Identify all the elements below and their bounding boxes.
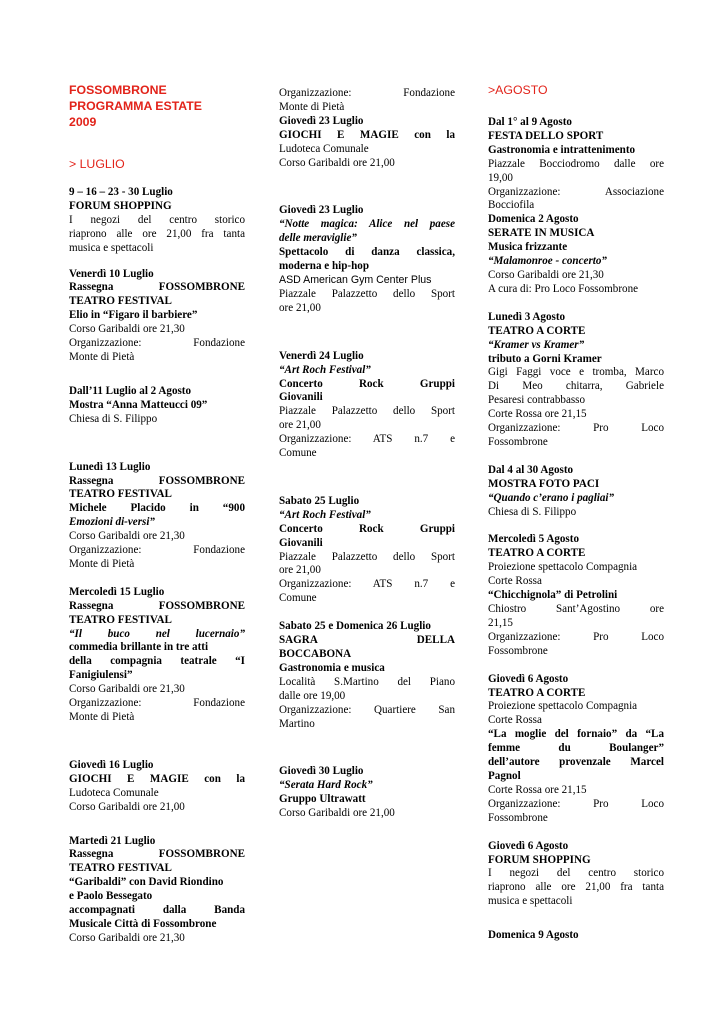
event-line: Comune bbox=[279, 592, 317, 605]
event-line: Giovedì 23 Luglio bbox=[279, 204, 364, 217]
event-line: Martedì 21 Luglio bbox=[69, 834, 156, 847]
event-line: Corso Garibaldi ore 21,30 bbox=[69, 323, 185, 336]
event-line: riaprono alle ore 21,00 fra tanta bbox=[488, 881, 664, 894]
event-line: “Kramer vs Kramer” bbox=[488, 338, 585, 351]
event-line: Chiostro Sant’Agostino ore bbox=[488, 603, 664, 615]
event-line: Corso Garibaldi ore 21,30 bbox=[488, 268, 604, 281]
event-line: FORUM SHOPPING bbox=[69, 199, 172, 212]
event-line: “Art Roch Festival” bbox=[279, 363, 371, 376]
event-line: “Serata Hard Rock” bbox=[279, 779, 373, 792]
event-line: “Notte magica: Alice nel paese bbox=[279, 218, 455, 231]
event-line: “Chicchignola” di Petrolini bbox=[488, 589, 618, 602]
event-line: Monte di Pietà bbox=[279, 100, 345, 113]
event-line: GIOCHI E MAGIE con la bbox=[279, 128, 455, 141]
event-line: Dal 1° al 9 Agosto bbox=[488, 116, 572, 128]
event-line: Organizzazione: Fondazione bbox=[69, 544, 245, 557]
event-line: Proiezione spettacolo Compagnia bbox=[488, 561, 638, 574]
event-line: “Malamonroe - concerto” bbox=[488, 255, 607, 268]
event-line: Di Meo chitarra, Gabriele bbox=[488, 380, 664, 393]
event-line: femme du Boulanger” bbox=[488, 742, 664, 755]
event-line: Rassegna FOSSOMBRONE bbox=[69, 599, 245, 612]
event-line: Giovedì 30 Luglio bbox=[279, 765, 364, 778]
event-line: Domenica 9 Agosto bbox=[488, 929, 579, 942]
event-line: Pesaresi contrabbasso bbox=[488, 394, 586, 407]
event-line: Gruppo Ultrawatt bbox=[279, 793, 366, 806]
event-line: FORUM SHOPPING bbox=[488, 853, 591, 866]
section-heading-agosto: >AGOSTO bbox=[488, 83, 548, 97]
event-line: Corso Garibaldi ore 21,00 bbox=[279, 807, 395, 820]
event-line: Monte di Pietà bbox=[69, 350, 135, 363]
event-line: Corso Garibaldi ore 21,00 bbox=[279, 156, 395, 169]
event-line: Mostra “Anna Matteucci 09” bbox=[69, 398, 208, 411]
event-line: Chiesa di S. Filippo bbox=[69, 412, 158, 425]
program-title bbox=[69, 82, 245, 130]
event-line: Michele Placido in “900 bbox=[69, 502, 245, 515]
event-block bbox=[488, 464, 664, 520]
event-block bbox=[488, 840, 664, 910]
event-line: Sabato 25 Luglio bbox=[279, 494, 360, 507]
event-line: Piazzale Bocciodromo dalle ore bbox=[488, 157, 664, 170]
event-line: Rassegna FOSSOMBRONE bbox=[69, 848, 245, 861]
event-line: GIOCHI E MAGIE con la bbox=[69, 772, 245, 785]
event-line: dell’autore provenzale Marcel bbox=[488, 756, 664, 769]
event-line: riaprono alle ore 21,00 fra tanta bbox=[69, 227, 245, 240]
event-line: musica e spettacoli bbox=[488, 895, 573, 908]
event-line: Corso Garibaldi ore 21,00 bbox=[69, 800, 185, 813]
event-list bbox=[69, 186, 245, 946]
event-line: 19,00 bbox=[488, 171, 513, 184]
event-line: Gastronomia e musica bbox=[279, 661, 385, 674]
event-line: BOCCABONA bbox=[279, 648, 352, 660]
event-line: Giovedì 23 Luglio bbox=[279, 114, 364, 127]
event-line: 9 – 16 – 23 - 30 Luglio bbox=[69, 186, 173, 198]
event-line: Piazzale Palazzetto dello Sport bbox=[279, 405, 455, 418]
event-line: Sabato 25 e Domenica 26 Luglio bbox=[279, 620, 431, 633]
event-line: Organizzazione: ATS n.7 e bbox=[279, 578, 455, 591]
event-line: TEATRO FESTIVAL bbox=[69, 862, 172, 875]
event-line: Bocciofila bbox=[488, 199, 535, 212]
column-right bbox=[488, 82, 664, 943]
event-line: Giovanili bbox=[279, 536, 323, 549]
event-line: FESTA DELLO SPORT bbox=[488, 129, 604, 142]
event-block bbox=[69, 385, 245, 427]
event-line: TEATRO FESTIVAL bbox=[69, 295, 172, 308]
event-line: accompagnati dalla Banda bbox=[69, 904, 245, 917]
event-line: Organizzazione: Associazione bbox=[488, 185, 664, 198]
event-line: Corso Garibaldi ore 21,30 bbox=[69, 931, 185, 944]
event-line: Rassegna FOSSOMBRONE bbox=[69, 474, 245, 487]
event-line: Martino bbox=[279, 717, 315, 730]
event-line: “Il buco nel lucernaio” bbox=[69, 627, 245, 640]
event-line: Corte Rossa bbox=[488, 714, 542, 727]
event-block bbox=[69, 759, 245, 815]
event-line: Rassegna FOSSOMBRONE bbox=[69, 281, 245, 294]
event-line: e Paolo Bessegato bbox=[69, 890, 153, 903]
event-block bbox=[279, 350, 455, 461]
event-line: tributo a Gorni Kramer bbox=[488, 352, 602, 365]
event-line: “Garibaldi” con David Riondino bbox=[69, 876, 224, 889]
event-line: I negozi del centro storico bbox=[69, 213, 245, 226]
event-block bbox=[279, 765, 455, 821]
event-line: Ludoteca Comunale bbox=[69, 786, 159, 799]
title-line: PROGRAMMA ESTATE bbox=[69, 99, 202, 113]
event-list bbox=[279, 87, 455, 821]
event-line: Monte di Pietà bbox=[69, 557, 135, 570]
event-line: “Quando c’erano i pagliai” bbox=[488, 491, 615, 504]
event-line: TEATRO A CORTE bbox=[488, 686, 586, 699]
event-line: Località S.Martino del Piano bbox=[279, 675, 455, 688]
event-line: Dal 4 al 30 Agosto bbox=[488, 463, 574, 476]
event-line: Mercoledì 15 Luglio bbox=[69, 585, 165, 598]
event-line: TEATRO A CORTE bbox=[488, 547, 586, 560]
event-list bbox=[488, 116, 664, 943]
event-line: Piazzale Palazzetto dello Sport bbox=[279, 550, 455, 563]
event-line: moderna e hip-hop bbox=[279, 260, 369, 273]
event-line: Ludoteca Comunale bbox=[279, 142, 369, 155]
event-line: Mercoledì 5 Agosto bbox=[488, 533, 579, 546]
event-block bbox=[69, 461, 245, 572]
event-line: SAGRA DELLA bbox=[279, 634, 455, 647]
event-line: Corte Rossa ore 21,15 bbox=[488, 408, 587, 421]
event-line: Emozioni di-versi” bbox=[69, 516, 155, 529]
event-line: musica e spettacoli bbox=[69, 241, 154, 254]
event-line: ore 21,00 bbox=[279, 301, 321, 314]
event-line: Monte di Pietà bbox=[69, 711, 135, 723]
event-line: Organizzazione: Pro Loco bbox=[488, 630, 664, 643]
event-block bbox=[279, 495, 455, 606]
event-line: Giovanili bbox=[279, 391, 323, 404]
event-line: Venerdì 10 Luglio bbox=[69, 267, 154, 280]
event-line: Gastronomia e intrattenimento bbox=[488, 143, 636, 156]
event-block bbox=[279, 204, 455, 315]
event-line: Piazzale Palazzetto dello Sport bbox=[279, 287, 455, 300]
event-line: Proiezione spettacolo Compagnia bbox=[488, 700, 638, 713]
event-line: 21,15 bbox=[488, 616, 513, 629]
event-line: Corte Rossa bbox=[488, 575, 542, 588]
event-line: Organizzazione: ATS n.7 e bbox=[279, 433, 455, 446]
event-block bbox=[488, 533, 664, 658]
event-line: Pagnol bbox=[488, 769, 521, 782]
event-block bbox=[69, 586, 245, 725]
event-line: Lunedì 13 Luglio bbox=[69, 460, 151, 473]
event-line: Venerdì 24 Luglio bbox=[279, 349, 364, 362]
event-line: Fossombrone bbox=[488, 644, 548, 657]
event-line: MOSTRA FOTO PACI bbox=[488, 477, 600, 490]
column-left bbox=[69, 82, 245, 946]
event-line: Lunedì 3 Agosto bbox=[488, 310, 566, 323]
event-line: Corte Rossa ore 21,15 bbox=[488, 783, 587, 796]
event-line: della compagnia teatrale “I bbox=[69, 655, 245, 668]
event-block bbox=[488, 116, 664, 297]
title-line: 2009 bbox=[69, 115, 97, 129]
event-line: Corso Garibaldi ore 21,30 bbox=[69, 683, 185, 696]
event-line: Comune bbox=[279, 447, 317, 460]
event-line: Concerto Rock Gruppi bbox=[279, 522, 455, 535]
event-line: SERATE IN MUSICA bbox=[488, 227, 595, 240]
event-line: TEATRO FESTIVAL bbox=[69, 613, 172, 626]
event-line: Domenica 2 Agosto bbox=[488, 213, 579, 226]
event-line: ore 21,00 bbox=[279, 564, 321, 577]
event-line: Organizzazione: Fondazione bbox=[69, 697, 245, 710]
event-line: Fanigiulensi” bbox=[69, 669, 133, 682]
event-line: Organizzazione: Fondazione bbox=[279, 87, 455, 99]
event-line: I negozi del centro storico bbox=[488, 867, 664, 880]
event-block bbox=[69, 186, 245, 256]
event-line: Organizzazione: Pro Loco bbox=[488, 797, 664, 810]
event-block bbox=[488, 929, 664, 943]
event-line: Fossombrone bbox=[488, 811, 548, 824]
event-line: Organizzazione: Fondazione bbox=[69, 337, 245, 350]
event-line: Giovedì 6 Agosto bbox=[488, 839, 569, 852]
event-line: A cura di: Pro Loco Fossombrone bbox=[488, 282, 639, 295]
event-line: delle meraviglie” bbox=[279, 232, 357, 245]
event-line: Gigi Faggi voce e tromba, Marco bbox=[488, 366, 664, 379]
event-line: “La moglie del fornaio” da “La bbox=[488, 728, 664, 741]
event-block bbox=[488, 673, 664, 826]
title-line: FOSSOMBRONE bbox=[69, 83, 167, 97]
event-line: Chiesa di S. Filippo bbox=[488, 505, 577, 518]
event-line: Elio in “Figaro il barbiere” bbox=[69, 309, 198, 322]
event-line: Concerto Rock Gruppi bbox=[279, 377, 455, 390]
event-line: Musica frizzante bbox=[488, 241, 568, 254]
event-line: Dall’11 Luglio al 2 Agosto bbox=[69, 384, 192, 397]
event-block bbox=[69, 268, 245, 365]
event-block bbox=[279, 87, 455, 170]
event-line: Fossombrone bbox=[488, 435, 548, 448]
event-line: ore 21,00 bbox=[279, 419, 321, 432]
event-line: Organizzazione: Pro Loco bbox=[488, 422, 664, 435]
section-heading-luglio: > LUGLIO bbox=[69, 157, 125, 171]
column-middle bbox=[279, 87, 455, 821]
event-line: TEATRO A CORTE bbox=[488, 324, 586, 337]
event-line: Giovedì 6 Agosto bbox=[488, 672, 569, 685]
event-block bbox=[279, 620, 455, 731]
event-block bbox=[69, 835, 245, 946]
event-line: commedia brillante in tre atti bbox=[69, 641, 209, 654]
event-line: Corso Garibaldi ore 21,30 bbox=[69, 530, 185, 543]
event-line: Spettacolo di danza classica, bbox=[279, 246, 455, 259]
event-line: Organizzazione: Quartiere San bbox=[279, 703, 455, 716]
event-block bbox=[488, 311, 664, 450]
event-line: Musicale Città di Fossombrone bbox=[69, 917, 217, 930]
event-line: ASD American Gym Center Plus bbox=[279, 273, 432, 286]
event-line: Giovedì 16 Luglio bbox=[69, 758, 154, 771]
event-line: “Art Roch Festival” bbox=[279, 508, 371, 521]
event-line: TEATRO FESTIVAL bbox=[69, 488, 172, 501]
event-line: dalle ore 19,00 bbox=[279, 689, 346, 702]
